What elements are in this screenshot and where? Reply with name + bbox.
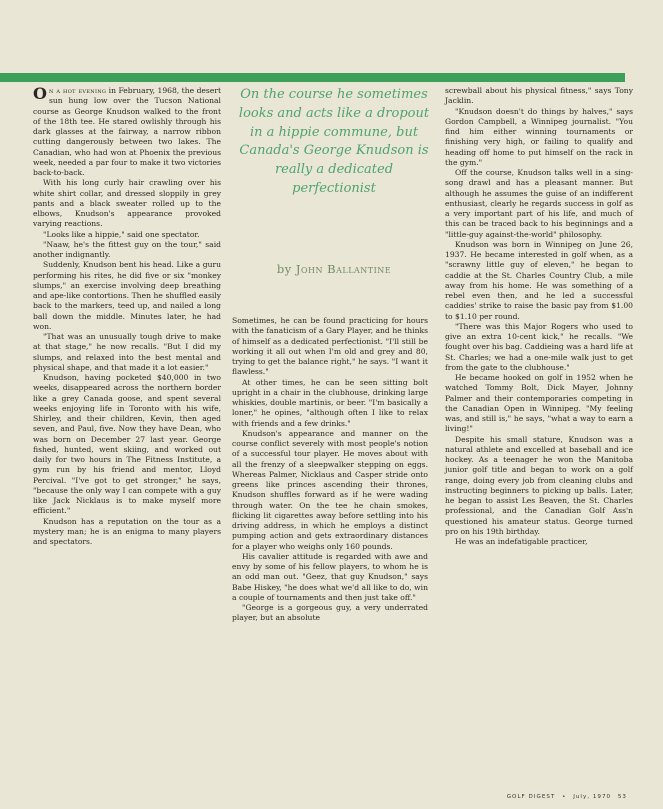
paragraph: "Naaw, he's the fittest guy on the tour," said another indignantly. (33, 239, 221, 259)
green-header-rule (0, 73, 625, 82)
article-deck: On the course he sometimes looks and acts like a dropout in a hippie commune, but Canada's George Knudson is really a dedicated perfectionist (238, 87, 430, 196)
paragraph: "George is a gorgeous guy, a very underrated player, but an absolute (232, 603, 428, 623)
paragraph: Knudson, having pocketed $40,000 in two weeks, disappeared across the northern border like a grey Canada goose, and spent several weeks enjoying life in Toronto with his wife, Shirley, and their children, Kevin, then aged seven, and Paul, five. Now they have Dean, who was born on December 27 last year. George fished, hunted, went skiing, and worked out daily for two hours in The Fitness Institute, a gym run by his friend and mentor, Lloyd Percival. "I've got to get stronger," he says, "because the only way I can compete with a guy like Jack Nicklaus is to make myself more efficient." (33, 373, 221, 516)
paragraph: His cavalier attitude is regarded with awe and envy by some of his fellow players, to whom he is an odd man out. "Geez, that guy Knudson," says Babe Hiskey, "he does what we'd all like to do, win a couple of tournaments and then just take off." (232, 551, 428, 602)
paragraph: "Looks like a hippie," said one spectator. (43, 229, 200, 239)
page-number: 53 (617, 794, 627, 800)
paragraph: "Knudson doesn't do things by halves," says Gordon Campbell, a Winnipeg journalist. "You find him either winning tournaments or finishing very high, or failing to qualify and heading off home to put himself on the rack in the gym." (445, 106, 633, 167)
byline-author: John Ballantine (295, 262, 392, 276)
column-2 (232, 316, 428, 624)
lead-paragraph (33, 86, 221, 178)
paragraph: Sometimes, he can be found practicing for hours with the fanaticism of a Gary Player, and he thinks of himself as a dedicated perfectionist. "I'll still be working it all out when I'm old and grey and 80, trying to get the balance right," he says. "I want it flawless." (232, 316, 428, 377)
byline-prefix: by (276, 262, 292, 276)
column-1 (33, 86, 221, 547)
paragraph: Knudson was born in Winnipeg on June 26, 1937. He became interested in golf when, as a "scrawny little guy of eleven," he began to caddie at the St. Charles Country Club, a mile away from his home. He was something of a rebel even then, and he led a successful caddies' strike to raise the basic pay from $1.00 to $1.10 per round. (445, 239, 633, 321)
paragraph: He was an indefatigable practicer, (455, 537, 588, 546)
lead-text: in February, 1968, the desert sun hung low over the Tucson National course as George Knudson walked to the front of the 18th tee. He stared owlishly through his dark glasses at the fairway, a narrow ribbon cutting dangerously between two lakes. The Canadian, who had won at Phoenix the previous week, needed a par four to make it two victories back-to-back. (33, 86, 221, 177)
paragraph: Despite his small stature, Knudson was a natural athlete and excelled at baseball and ice hockey. As a teenager he won the Manitoba junior golf title and began to work on a golf range, doing every job from cleaning clubs and instructing beginners to picking up balls. Later, he began to assist Les Beaven, the St. Charles professional, and the Canadian Golf Ass'n questioned his amateur status. George turned pro on his 19th birthday. (445, 434, 633, 536)
byline (237, 262, 431, 276)
paragraph: screwball about his physical fitness," says Tony Jacklin. (445, 86, 633, 106)
drop-cap: O (33, 84, 47, 103)
paragraph: Off the course, Knudson talks well in a sing-song drawl and has a pleasant manner. But although he assumes the guise of an indifferent enthusiast, clearly he regards success in golf as a very important part of his life, and much of this can be traced back to his beginnings and a "little-guy against-the-world" philosophy. (445, 168, 633, 239)
issue-date: July, 1970 (573, 794, 612, 800)
page-footer (503, 794, 627, 800)
paragraph: At other times, he can be seen sitting bolt upright in a chair in the clubhouse, drinking large whiskies, double martinis, or beer. "I'm basically a loner," he opines, "although often I like to relax with friends and a few drinks." (232, 377, 428, 428)
paragraph: He became hooked on golf in 1952 when he watched Tommy Bolt, Dick Mayer, Johnny Palmer and their contemporaries competing in the Canadian Open in Winnipeg. "My feeling was, and still is," he says, "what a way to earn a living!" (445, 373, 633, 434)
paragraph: Knudson's appearance and manner on the course conflict severely with most people's notion of a successful tour player. He moves about with all the frenzy of a sleepwalker stepping on eggs. Whereas Palmer, Nicklaus and Casper stride onto greens like princes ascending their thrones, Knudson shuffles forward as if he were wading through water. On the tee he chain smokes, flicking lit cigarettes away before settling into his driving address, in which he employs a distinct pumping action and gets extraordinary distances for a player who weighs only 160 pounds. (232, 428, 428, 551)
lead-smallcaps: n a hot evening (48, 86, 107, 95)
paragraph: "There was this Major Rogers who used to give an extra 10-cent kick," he recalls. "We fought over his bag. Caddieing was a hard life at St. Charles; we had a one-mile walk just to get from the gate to the clubhouse." (445, 321, 633, 372)
paragraph: "That was an unusually tough drive to make at that stage," he now recalls. "But I did my slumps, and relaxed into the best mental and physical shape, and that made it a lot easier." (33, 332, 221, 372)
paragraph: With his long curly hair crawling over his white shirt collar, and dressed sloppily in grey pants and a black sweater rolled up to the elbows, Knudson's appearance provoked varying reactions. (33, 178, 221, 229)
paragraph: Knudson has a reputation on the tour as a mystery man; he is an enigma to many players and spectators. (33, 516, 221, 546)
magazine-name: GOLF DIGEST (506, 794, 556, 800)
column-3 (445, 86, 633, 547)
paragraph: Suddenly, Knudson bent his head. Like a guru performing his rites, he did five or six "monkey slumps," an exercise involving deep breathing and ape-like contortions. Then he shuffled easily back to the markers, teed up, and nailed a long ball down the middle. Minutes later, he had won. (33, 260, 221, 331)
footer-separator: • (562, 794, 567, 800)
